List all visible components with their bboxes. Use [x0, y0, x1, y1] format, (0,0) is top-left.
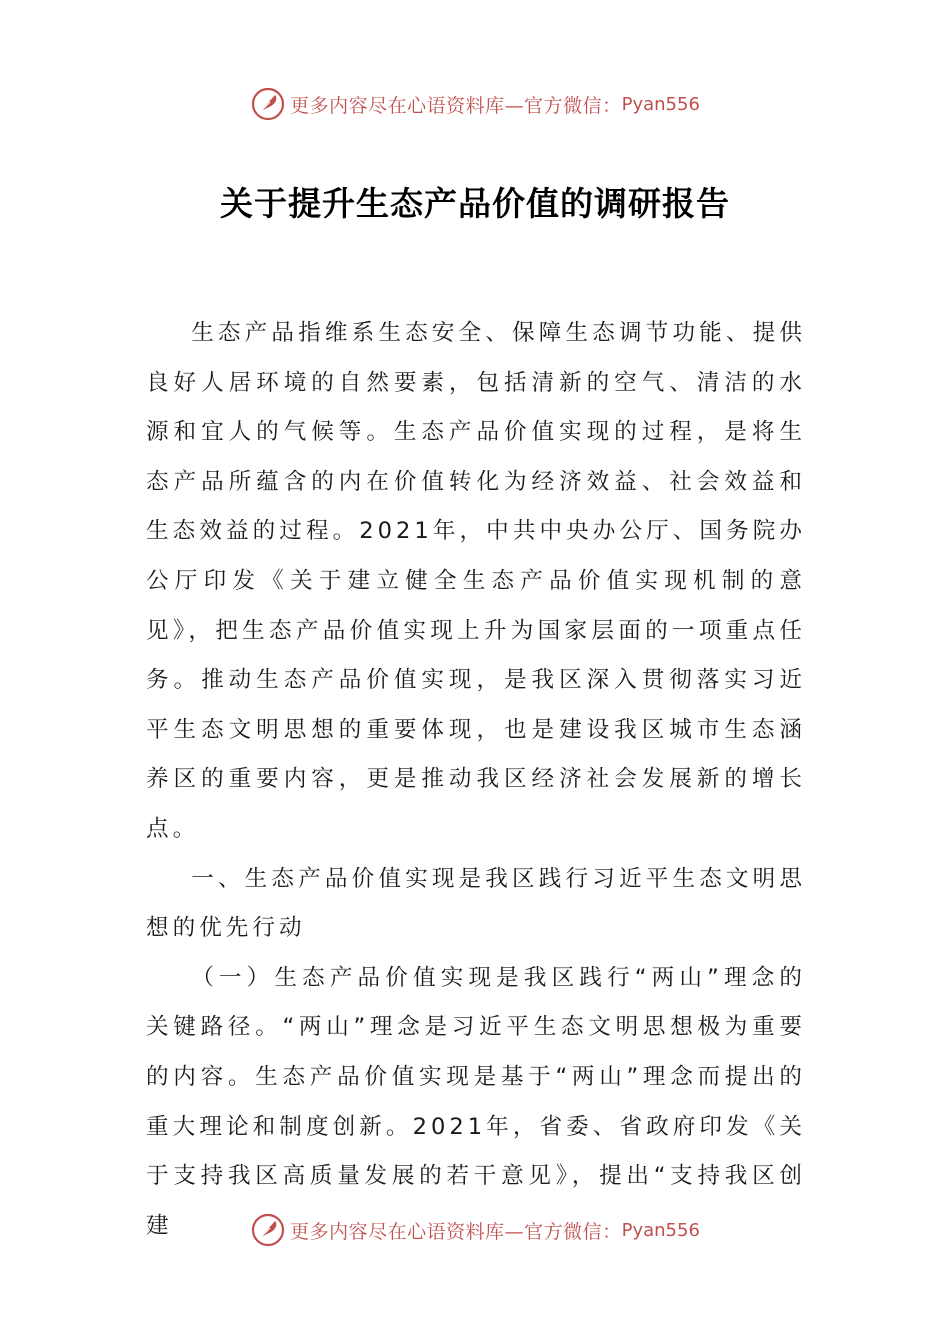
feather-pen-logo-icon: [250, 86, 286, 122]
feather-pen-logo-icon: [250, 1212, 286, 1248]
document-body: [146, 309, 806, 1251]
document-title: 关于提升生态产品价值的调研报告: [220, 184, 730, 223]
watermark-text: 更多内容尽在心语资料库—官方微信：: [290, 1220, 622, 1243]
footer-watermark: [0, 1212, 950, 1248]
watermark-text: 更多内容尽在心语资料库—官方微信：: [290, 94, 622, 117]
watermark-handle: Pyan556: [621, 1219, 700, 1241]
paragraph-intro: 生态产品指维系生态安全、保障生态调节功能、提供良好人居环境的自然要素，包括清新的空气、清洁的水源和宜人的气候等。生态产品价值实现的过程，是将生态产品所蕴含的内在价值转化为经济效益、社会效益和生态效益的过程。2021年，中共中央办公厅、国务院办公厅印发《关于建立健全生态产品价值实现机制的意见》，把生态产品价值实现上升为国家层面的一项重点任务。推动生态产品价值实现，是我区深入贯彻落实习近平生态文明思想的重要体现，也是建设我区城市生态涵养区的重要内容，更是推动我区经济社会发展新的增长点。: [146, 320, 806, 842]
section-heading-1: 一、生态产品价值实现是我区践行习近平生态文明思想的优先行动: [146, 865, 806, 942]
header-watermark: [0, 86, 950, 122]
watermark-handle: Pyan556: [621, 93, 700, 115]
paragraph-subsection-1: （一）生态产品价值实现是我区践行“两山”理念的关键路径。“两山”理念是习近平生态文明思想极为重要的内容。生态产品价值实现是基于“两山”理念而提出的重大理论和制度创新。2021年，省委、省政府印发《关于支持我区高质量发展的若干意见》，提出“支持我区创建: [146, 964, 806, 1239]
